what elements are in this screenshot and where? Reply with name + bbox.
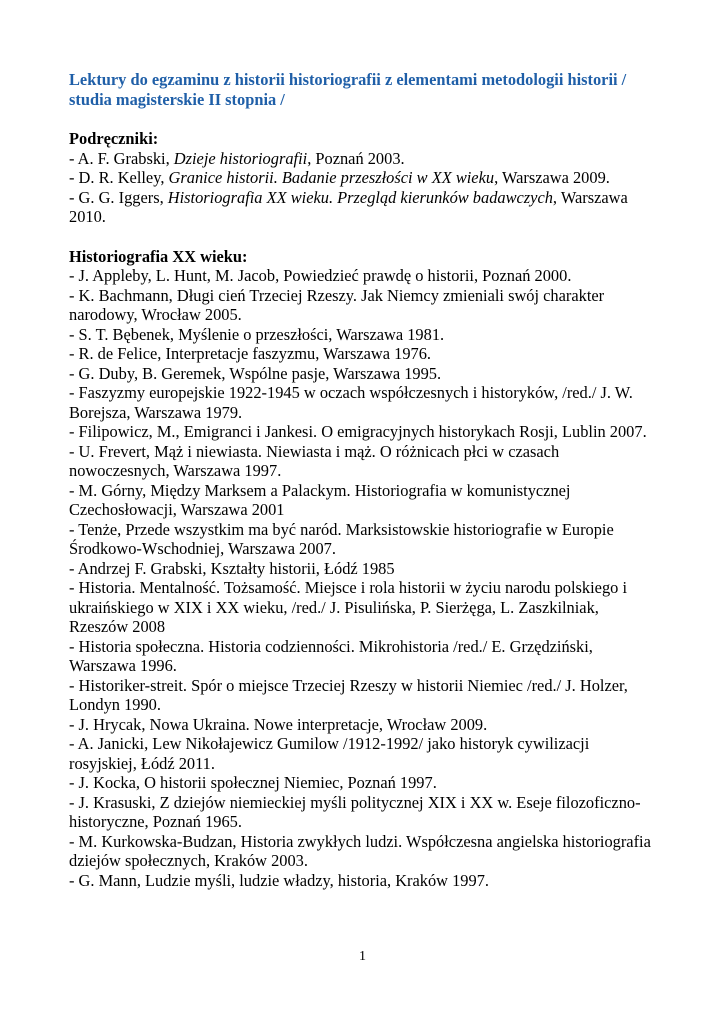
historiography-entry: - Historia społeczna. Historia codzienności. Mikrohistoria /red./ E. Grzędziński, Warszawa 1996. (69, 636, 593, 675)
historiography-entry: - Historiker-streit. Spór o miejsce Trzeciej Rzeszy w historii Niemiec /red./ J. Holzer, Londyn 1990. (69, 675, 628, 714)
page-number: 1 (359, 949, 366, 964)
handbook-entry (69, 149, 659, 169)
historiography-entry: - Andrzej F. Grabski, Kształty historii, Łódź 1985 (69, 558, 395, 578)
handbooks-heading: Podręczniki: (69, 129, 159, 148)
historiography-entry: - J. Kocka, O historii społecznej Niemiec, Poznań 1997. (69, 773, 437, 792)
document-title: Lektury do egzaminu z historii historiografii z elementami metodologii historii / studia magisterskie II stopnia / (69, 70, 627, 109)
historiography-entry: - K. Bachmann, Długi cień Trzeciej Rzeszy. Jak Niemcy zmieniali swój charakter narodowy, Wrocław 2005. (69, 285, 605, 324)
historiography-entry: - M. Górny, Między Marksem a Palackym. Historiografia w komunistycznej Czechosłowacji, Warszawa 2001 (69, 480, 571, 519)
historiography-entry: - Filipowicz, M., Emigranci i Jankesi. O emigracyjnych historykach Rosji, Lublin 2007. (69, 422, 647, 441)
handbook-entry (69, 188, 659, 227)
historiography-section (69, 247, 659, 891)
historiography-entry: - J. Krasuski, Z dziejów niemieckiej myśli politycznej XIX i XX w. Eseje filozoficzno-historyczne, Poznań 1965. (69, 792, 641, 831)
handbook-entry-text: , Poznań 2003. (307, 148, 405, 168)
handbook-entry-text: - A. F. Grabski, (69, 148, 174, 168)
document-content (69, 70, 659, 910)
historiography-entry: - G. Mann, Ludzie myśli, ludzie władzy, historia, Kraków 1997. (69, 870, 489, 890)
historiography-heading: Historiografia XX wieku: (69, 246, 248, 266)
handbooks-list (69, 149, 659, 227)
historiography-entry: - R. de Felice, Interpretacje faszyzmu, Warszawa 1976. (69, 344, 432, 363)
historiography-entry: - Historia. Mentalność. Tożsamość. Miejsce i rola historii w życiu narodu polskiego i ukraińskiego w XIX i XX wieku, /red./ J. Pisulińska, P. Sierżęga, L. Zaszkilniak, Rzeszów 2008 (69, 578, 627, 636)
handbook-entry-text: - G. G. Iggers, (69, 187, 168, 207)
historiography-entry: - Faszyzmy europejskie 1922-1945 w oczach współczesnych i historyków, /red./ J. W. Borejsza, Warszawa 1979. (69, 383, 633, 422)
handbook-entry-title: Granice historii. Badanie przeszłości w XX wieku (168, 168, 495, 187)
historiography-entry: - A. Janicki, Lew Nikołajewicz Gumilow /1912-1992/ jako historyk cywilizacji rosyjskiej, Łódź 2011. (69, 734, 590, 773)
handbook-entry-text: , Warszawa 2009. (494, 168, 610, 187)
handbook-entry (69, 168, 659, 188)
handbooks-section (69, 129, 659, 227)
handbook-entry-text: - D. R. Kelley, (69, 168, 169, 187)
historiography-entry: - Tenże, Przede wszystkim ma być naród. Marksistowskie historiografie w Europie Środkowo-Wschodniej, Warszawa 2007. (69, 519, 614, 558)
historiography-entry: - J. Hrycak, Nowa Ukraina. Nowe interpretacje, Wrocław 2009. (69, 714, 488, 734)
historiography-list (69, 266, 659, 890)
handbook-entry-title: Historiografia XX wieku. Przegląd kierunków badawczych (167, 187, 553, 207)
handbook-entry-text: , Warszawa 2010. (69, 187, 628, 226)
historiography-entry: - J. Appleby, L. Hunt, M. Jacob, Powiedzieć prawdę o historii, Poznań 2000. (69, 266, 572, 285)
historiography-entry: - M. Kurkowska-Budzan, Historia zwykłych ludzi. Współczesna angielska historiografia dziejów społecznych, Kraków 2003. (69, 831, 651, 870)
historiography-entry: - G. Duby, B. Geremek, Wspólne pasje, Warszawa 1995. (69, 363, 442, 383)
historiography-entry: - U. Frevert, Mąż i niewiasta. Niewiasta i mąż. O różnicach płci w czasach nowoczesnych, Warszawa 1997. (69, 441, 560, 480)
handbook-entry-title: Dzieje historiografii (173, 148, 308, 168)
historiography-entry: - S. T. Bębenek, Myślenie o przeszłości, Warszawa 1981. (69, 324, 445, 344)
